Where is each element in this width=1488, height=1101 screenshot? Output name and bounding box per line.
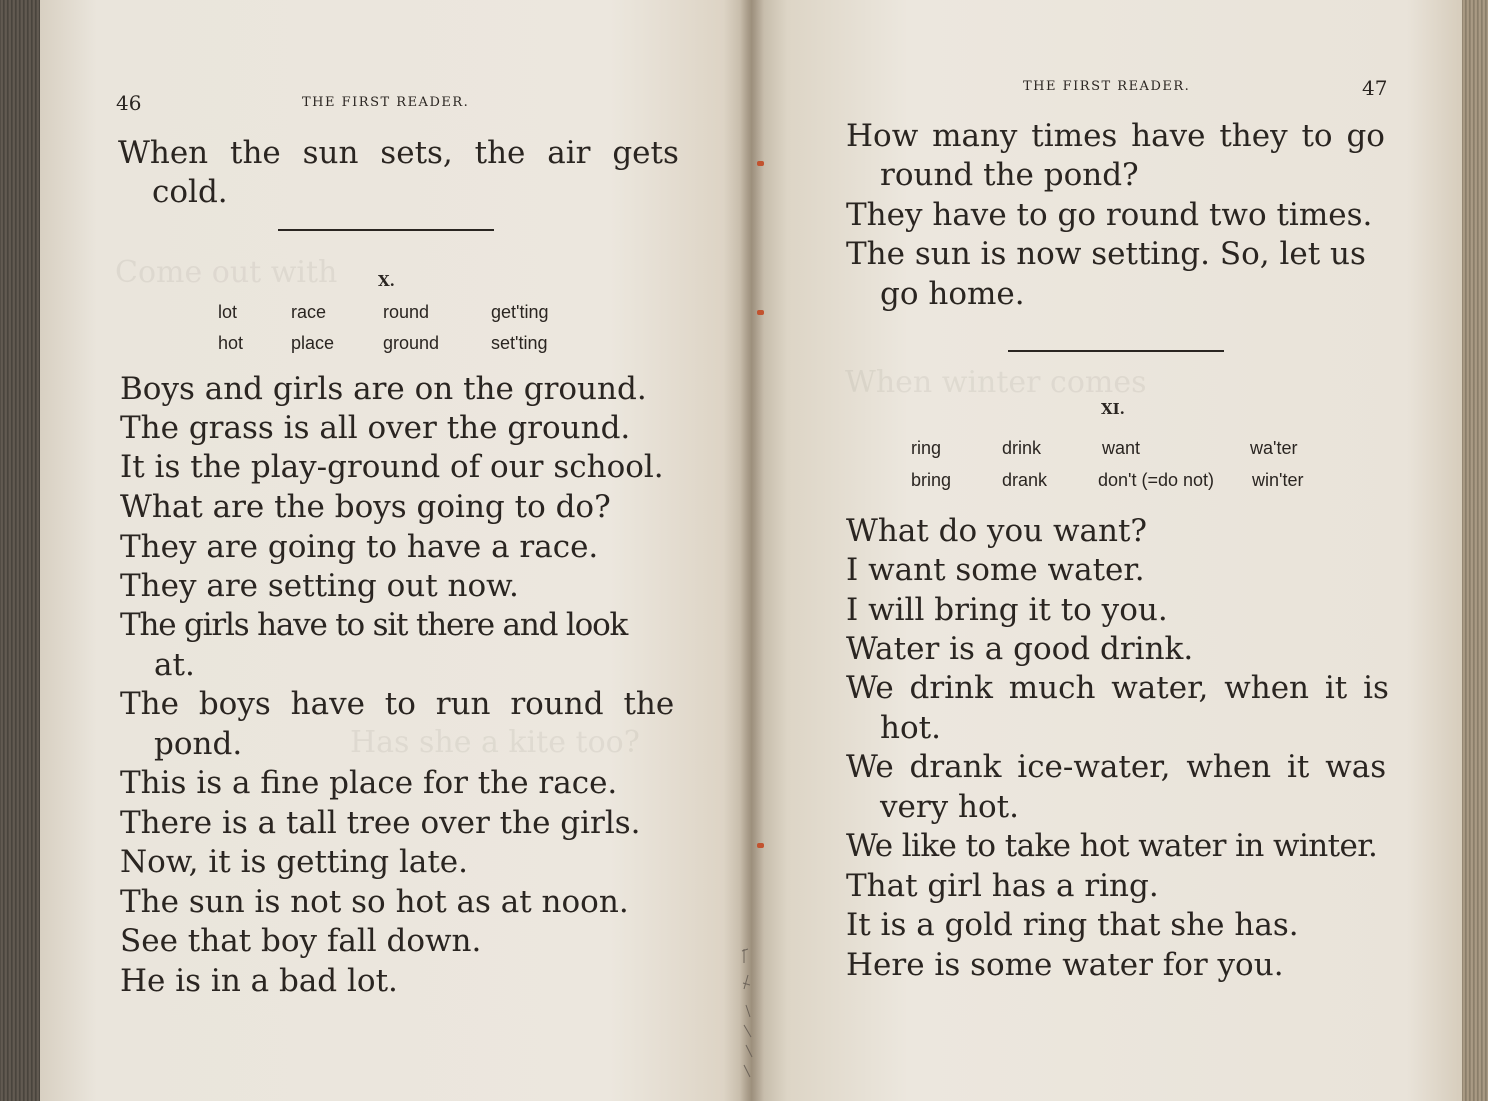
- text-line: It is the play-ground of our school.: [120, 449, 664, 485]
- word-list-item: bring: [911, 470, 952, 490]
- text-line: They are setting out now.: [120, 568, 519, 604]
- page-number: 46: [116, 91, 142, 115]
- text-line: Boys and girls are on the ground.: [120, 371, 647, 407]
- word-list-item: get'ting: [491, 302, 549, 322]
- word-list-item: place: [291, 333, 335, 353]
- book-edge-right: [1462, 0, 1488, 1101]
- show-through-text: Come out with: [115, 255, 338, 290]
- text-line: We like to take hot water in winter.: [846, 828, 1378, 864]
- text-line: It is a gold ring that she has.: [846, 907, 1299, 943]
- text-line: hot.: [880, 710, 941, 746]
- section-number: X.: [378, 272, 395, 290]
- text-line: How many times have they to go: [846, 118, 1385, 154]
- text-line: round the pond?: [880, 157, 1139, 193]
- section-number: XI.: [1101, 400, 1125, 418]
- binding-stitch: [757, 161, 764, 166]
- text-line: pond.: [154, 726, 243, 762]
- text-line: The boys have to run round the: [120, 686, 675, 722]
- text-line: What do you want?: [846, 513, 1148, 549]
- binding-stitch: [757, 310, 764, 315]
- section-divider: [278, 229, 494, 231]
- text-line: Now, it is getting late.: [120, 844, 468, 880]
- text-line: I want some water.: [846, 552, 1145, 588]
- running-head: THE FIRST READER.: [1023, 79, 1191, 94]
- text-line: We drink much water, when it is: [846, 670, 1389, 706]
- text-line: go home.: [880, 276, 1025, 312]
- word-list-item: drink: [1002, 438, 1042, 458]
- word-list-item: ground: [383, 333, 440, 353]
- pencil-marks: [738, 945, 758, 1085]
- text-line: They have to go round two times.: [846, 197, 1373, 233]
- text-line: They are going to have a race.: [120, 529, 599, 565]
- word-list-item: hot: [218, 333, 244, 353]
- word-list-item: don't (=do not): [1098, 470, 1215, 490]
- text-line: He is in a bad lot.: [120, 963, 398, 999]
- text-line: The sun is not so hot as at noon.: [120, 884, 629, 920]
- text-line: very hot.: [880, 789, 1019, 825]
- text-line: Here is some water for you.: [846, 947, 1284, 983]
- text-line: I will bring it to you.: [846, 592, 1168, 628]
- word-list-item: round: [383, 302, 430, 322]
- section-divider: [1008, 350, 1224, 352]
- text-line: The girls have to sit there and look: [120, 607, 628, 643]
- binding-stitch: [757, 843, 764, 848]
- text-line: That girl has a ring.: [846, 868, 1159, 904]
- text-line: Water is a good drink.: [846, 631, 1194, 667]
- text-line: What are the boys going to do?: [120, 489, 611, 525]
- word-list-item: set'ting: [491, 333, 548, 353]
- text-line: cold.: [152, 174, 228, 210]
- show-through-text: When winter comes: [845, 365, 1147, 400]
- word-list-item: wa'ter: [1250, 438, 1298, 458]
- text-line: The grass is all over the ground.: [120, 410, 631, 446]
- text-line: This is a fine place for the race.: [120, 765, 618, 801]
- text-line: We drank ice-water, when it was: [846, 749, 1387, 785]
- running-head: THE FIRST READER.: [302, 95, 470, 110]
- text-line: at.: [154, 647, 195, 683]
- page-number: 47: [1362, 76, 1388, 100]
- text-line: When the sun sets, the air gets: [118, 135, 679, 171]
- word-list-item: ring: [911, 438, 942, 458]
- text-line: See that boy fall down.: [120, 923, 482, 959]
- text-line: There is a tall tree over the girls.: [120, 805, 641, 841]
- show-through-text: Has she a kite too?: [350, 725, 640, 760]
- word-list-item: drank: [1002, 470, 1048, 490]
- word-list-item: race: [291, 302, 327, 322]
- text-line: The sun is now setting. So, let us: [846, 236, 1366, 272]
- word-list-item: lot: [218, 302, 238, 322]
- word-list-item: want: [1102, 438, 1141, 458]
- word-list-item: win'ter: [1252, 470, 1304, 490]
